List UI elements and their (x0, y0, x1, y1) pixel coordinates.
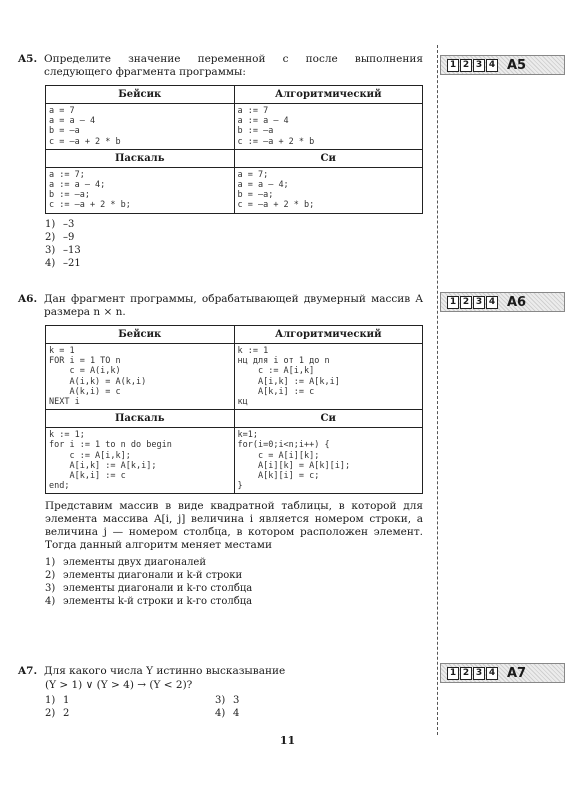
lang-header-algo: Алгоритмический (234, 86, 423, 104)
lang-header-pascal: Паскаль (46, 149, 235, 167)
question-text: Определите значение переменной c после выполнения следующего фрагмента программы: (44, 53, 423, 78)
answer-choice-1[interactable]: 1 (447, 59, 459, 72)
option-item[interactable]: 2) 2 (45, 708, 70, 719)
answer-options (45, 218, 423, 270)
question-formula: (Y > 1) ∨ (Y > 4) → (Y < 2)? (45, 679, 193, 691)
code-basic: a = 7 a = a – 4 b = –a c = –a + 2 * b (49, 106, 121, 147)
code-table (45, 325, 423, 494)
answer-box-a7 (440, 663, 565, 683)
question-text: Дан фрагмент программы, обрабатывающей двумерный массив A размера n × n. (44, 293, 423, 318)
code-algo: k := 1 нц для i от 1 до n c := A[i,k] A[i,k] := A[k,i] A[k,i] := c кц (237, 346, 340, 408)
answer-choice-1[interactable]: 1 (447, 296, 459, 309)
lang-header-algo: Алгоритмический (234, 326, 423, 344)
answer-box-tag: A5 (507, 57, 527, 73)
option-item[interactable]: 4) элементы k-й строки и k-го столбца (45, 596, 253, 608)
answer-choice-2[interactable]: 2 (460, 59, 472, 72)
answer-box-tag: A6 (507, 294, 527, 310)
option-item[interactable]: 1) элементы двух диагоналей (45, 557, 206, 569)
code-basic: k = 1 FOR i = 1 TO n c = A(i,k) A(i,k) = A(k,i) A(k,i) = c NEXT i (49, 346, 147, 408)
answer-options (45, 694, 423, 720)
question-text: Для какого числа Y истинно высказывание (44, 665, 286, 677)
option-item[interactable]: 4) 4 (215, 708, 240, 719)
option-item[interactable]: 3) элементы диагонали и k-го столбца (45, 583, 253, 595)
option-item[interactable]: 1) 1 (45, 695, 70, 706)
code-algo: a := 7 a := a – 4 b := –a c := –a + 2 * b (237, 106, 315, 147)
answer-box-a6 (440, 292, 565, 312)
option-item[interactable]: 3) –13 (45, 244, 81, 256)
answer-choice-4[interactable]: 4 (486, 296, 498, 309)
code-c: k=1; for(i=0;i<n;i++) { c = A[i][k]; A[i][k] = A[k][i]; A[k][i] = c; } (237, 430, 351, 492)
answer-options (45, 556, 423, 608)
option-item[interactable]: 2) –9 (45, 231, 75, 243)
option-item[interactable]: 3) 3 (215, 695, 240, 706)
lang-header-c: Си (234, 149, 423, 167)
lang-header-c: Си (234, 410, 423, 428)
question-a5 (18, 53, 423, 270)
option-item[interactable]: 1) –3 (45, 218, 75, 230)
option-item[interactable]: 2) элементы диагонали и k-й строки (45, 570, 243, 582)
code-table (45, 85, 423, 214)
question-number: A6. (18, 293, 38, 305)
page-number: 11 (279, 734, 296, 747)
answer-choice-3[interactable]: 3 (473, 667, 485, 680)
question-paragraph: Представим массив в виде квадратной таблицы, в которой для элемента массива A[i, j] величина i является номером строки, а величина j — номером столбца, в котором расположен элемент. Тогда данный алгоритм меняет местами (45, 500, 423, 552)
answer-choice-2[interactable]: 2 (460, 296, 472, 309)
question-number: A7. (18, 665, 38, 677)
answer-choice-1[interactable]: 1 (447, 667, 459, 680)
code-pascal: k := 1; for i := 1 to n do begin c := A[i,k]; A[i,k] := A[k,i]; A[k,i] := c end; (49, 430, 172, 492)
question-number: A5. (18, 53, 38, 65)
lang-header-pascal: Паскаль (46, 410, 235, 428)
code-pascal: a := 7; a := a – 4; b := –a; c := –a + 2 * b; (49, 169, 131, 211)
answer-choice-4[interactable]: 4 (486, 59, 498, 72)
answer-choice-3[interactable]: 3 (473, 296, 485, 309)
option-item[interactable]: 4) –21 (45, 257, 81, 269)
lang-header-basic: Бейсик (46, 86, 235, 104)
answer-choice-3[interactable]: 3 (473, 59, 485, 72)
question-a7 (18, 665, 423, 720)
question-a6 (18, 293, 423, 608)
margin-divider (437, 45, 438, 735)
answer-choice-2[interactable]: 2 (460, 667, 472, 680)
answer-box-tag: A7 (507, 665, 527, 681)
lang-header-basic: Бейсик (46, 326, 235, 344)
answer-choice-4[interactable]: 4 (486, 667, 498, 680)
answer-box-a5 (440, 55, 565, 75)
code-c: a = 7; a = a – 4; b = –a; c = –a + 2 * b; (237, 169, 315, 211)
